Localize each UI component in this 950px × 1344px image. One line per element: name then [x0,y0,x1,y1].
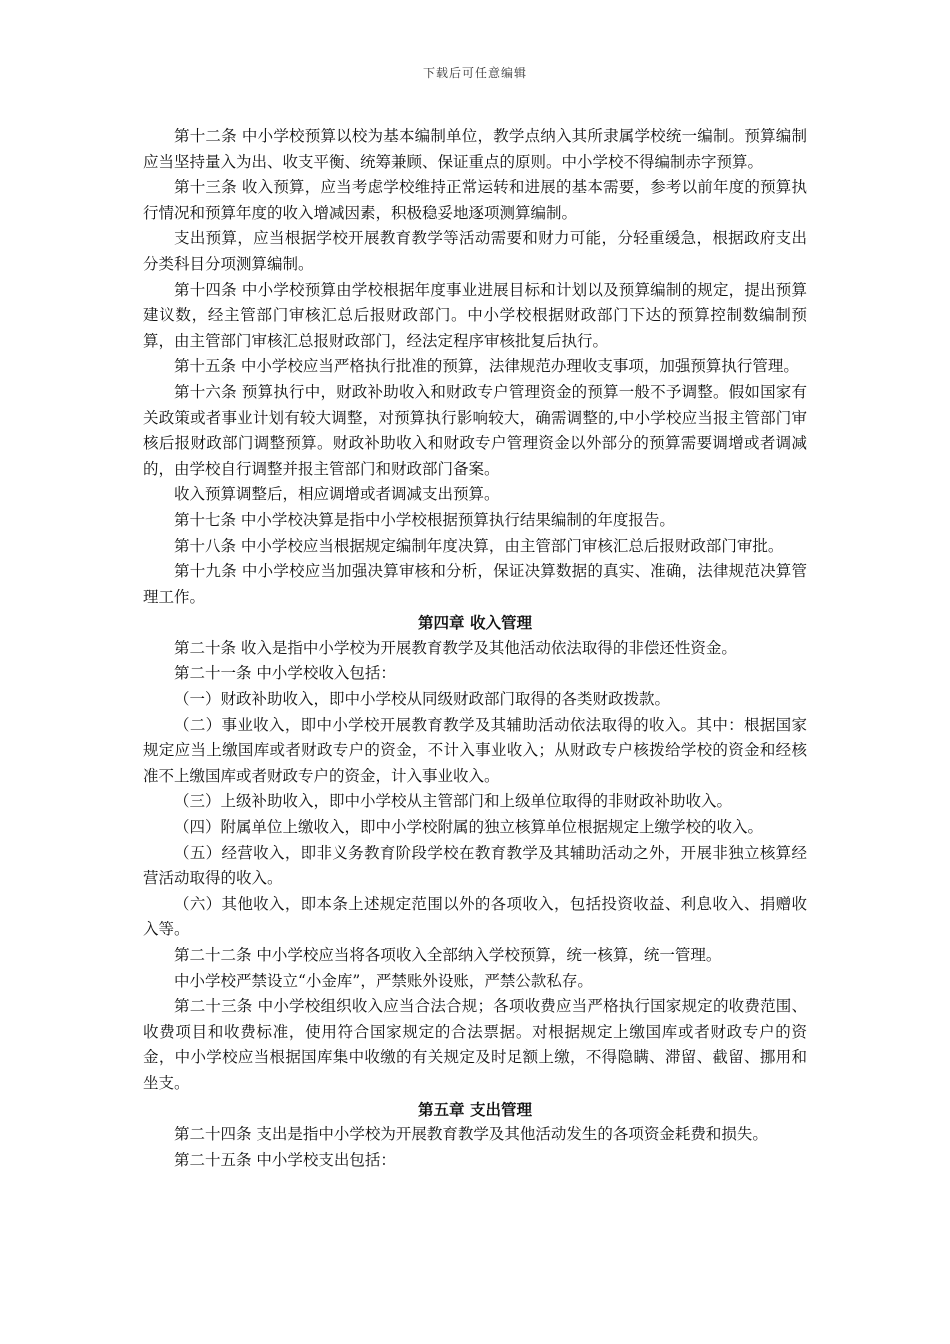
paragraph: （二）事业收入，即中小学校开展教育教学及其辅助活动依法取得的收入。其中：根据国家规定应当上缴国库或者财政专户的资金，不计入事业收入；从财政专户核拨给学校的资金和经核准不上缴国库或者财政专户的资金，计入事业收入。 [143,715,807,785]
paragraph: 第十六条 预算执行中，财政补助收入和财政专户管理资金的预算一般不予调整。假如国家有关政策或者事业计划有较大调整，对预算执行影响较大，确需调整的,中小学校应当报主管部门审核后报财政部门调整预算。财政补助收入和财政专户管理资金以外部分的预算需要调增或者调减的，由学校自行调整并报主管部门和财政部门备案。 [143,382,807,478]
paragraph: 第二十二条 中小学校应当将各项收入全部纳入学校预算，统一核算，统一管理。 [174,946,722,964]
chapter-heading: 第五章 支出管理 [418,1099,532,1119]
paragraph: （四）附属单位上缴收入，即中小学校附属的独立核算单位根据规定上缴学校的收入。 [174,818,764,837]
paragraph: 第十五条 中小学校应当严格执行批准的预算，法律规范办理收支事项，加强预算执行管理。 [174,357,799,376]
paragraph: （一）财政补助收入，即中小学校从同级财政部门取得的各类财政拨款。 [174,690,671,709]
paragraph: 第十七条 中小学校决算是指中小学校根据预算执行结果编制的年度报告。 [174,510,675,529]
paragraph: 第二十条 收入是指中小学校为开展教育教学及其他活动依法取得的非偿还性资金。 [174,638,737,657]
paragraph: （五）经营收入，即非义务教育阶段学校在教育教学及其辅助活动之外，开展非独立核算经营活动取得的收入。 [143,843,807,888]
paragraph: 第十四条 中小学校预算由学校根据年度事业进展目标和计划以及预算编制的规定，提出预算建议数，经主管部门审核汇总后报财政部门。中小学校根据财政部门下达的预算控制数编制预算，由主管部门审核汇总报财政部门，经法定程序审核批复后执行。 [143,280,807,350]
paragraph: （三）上级补助收入，即中小学校从主管部门和上级单位取得的非财政补助收入。 [174,792,733,811]
chapter-heading: 第四章 收入管理 [418,613,532,633]
paragraph: 第十三条 收入预算，应当考虑学校维持正常运转和进展的基本需要，参考以前年度的预算执行情况和预算年度的收入增减因素，积极稳妥地逐项测算编制。 [143,178,807,222]
paragraph: 中小学校严禁设立“小金库”，严禁账外设账，严禁公款私存。 [174,971,593,990]
paragraph: 第二十一条 中小学校收入包括： [174,664,396,683]
document-body [143,124,807,1173]
paragraph: 第二十五条 中小学校支出包括： [174,1150,396,1169]
paragraph: 支出预算，应当根据学校开展教育教学等活动需要和财力可能，分轻重缓急，根据政府支出分类科目分项测算编制。 [143,229,807,273]
paragraph: 第十九条 中小学校应当加强决算审核和分析，保证决算数据的真实、准确，法律规范决算管理工作。 [143,562,807,606]
paragraph: 第二十四条 支出是指中小学校为开展教育教学及其他活动发生的各项资金耗费和损失。 [174,1125,768,1144]
paragraph: 第二十三条 中小学校组织收入应当合法合规；各项收费应当严格执行国家规定的收费范围、收费项目和收费标准，使用符合国家规定的合法票据。对根据规定上缴国库或者财政专户的资金，中小学校应当根据国库集中收缴的有关规定及时足额上缴，不得隐瞒、滞留、截留、挪用和坐支。 [143,997,807,1092]
paragraph: 第十二条 中小学校预算以校为基本编制单位，教学点纳入其所隶属学校统一编制。预算编制应当坚持量入为出、收支平衡、统筹兼顾、保证重点的原则。中小学校不得编制赤字预算。 [143,127,807,171]
page-header-note: 下载后可任意编辑 [422,66,527,80]
paragraph: （六）其他收入，即本条上述规定范围以外的各项收入，包括投资收益、利息收入、捐赠收入等。 [143,894,807,939]
paragraph: 收入预算调整后，相应调增或者调减支出预算。 [174,485,500,504]
paragraph: 第十八条 中小学校应当根据规定编制年度决算，由主管部门审核汇总后报财政部门审批。 [174,536,784,555]
